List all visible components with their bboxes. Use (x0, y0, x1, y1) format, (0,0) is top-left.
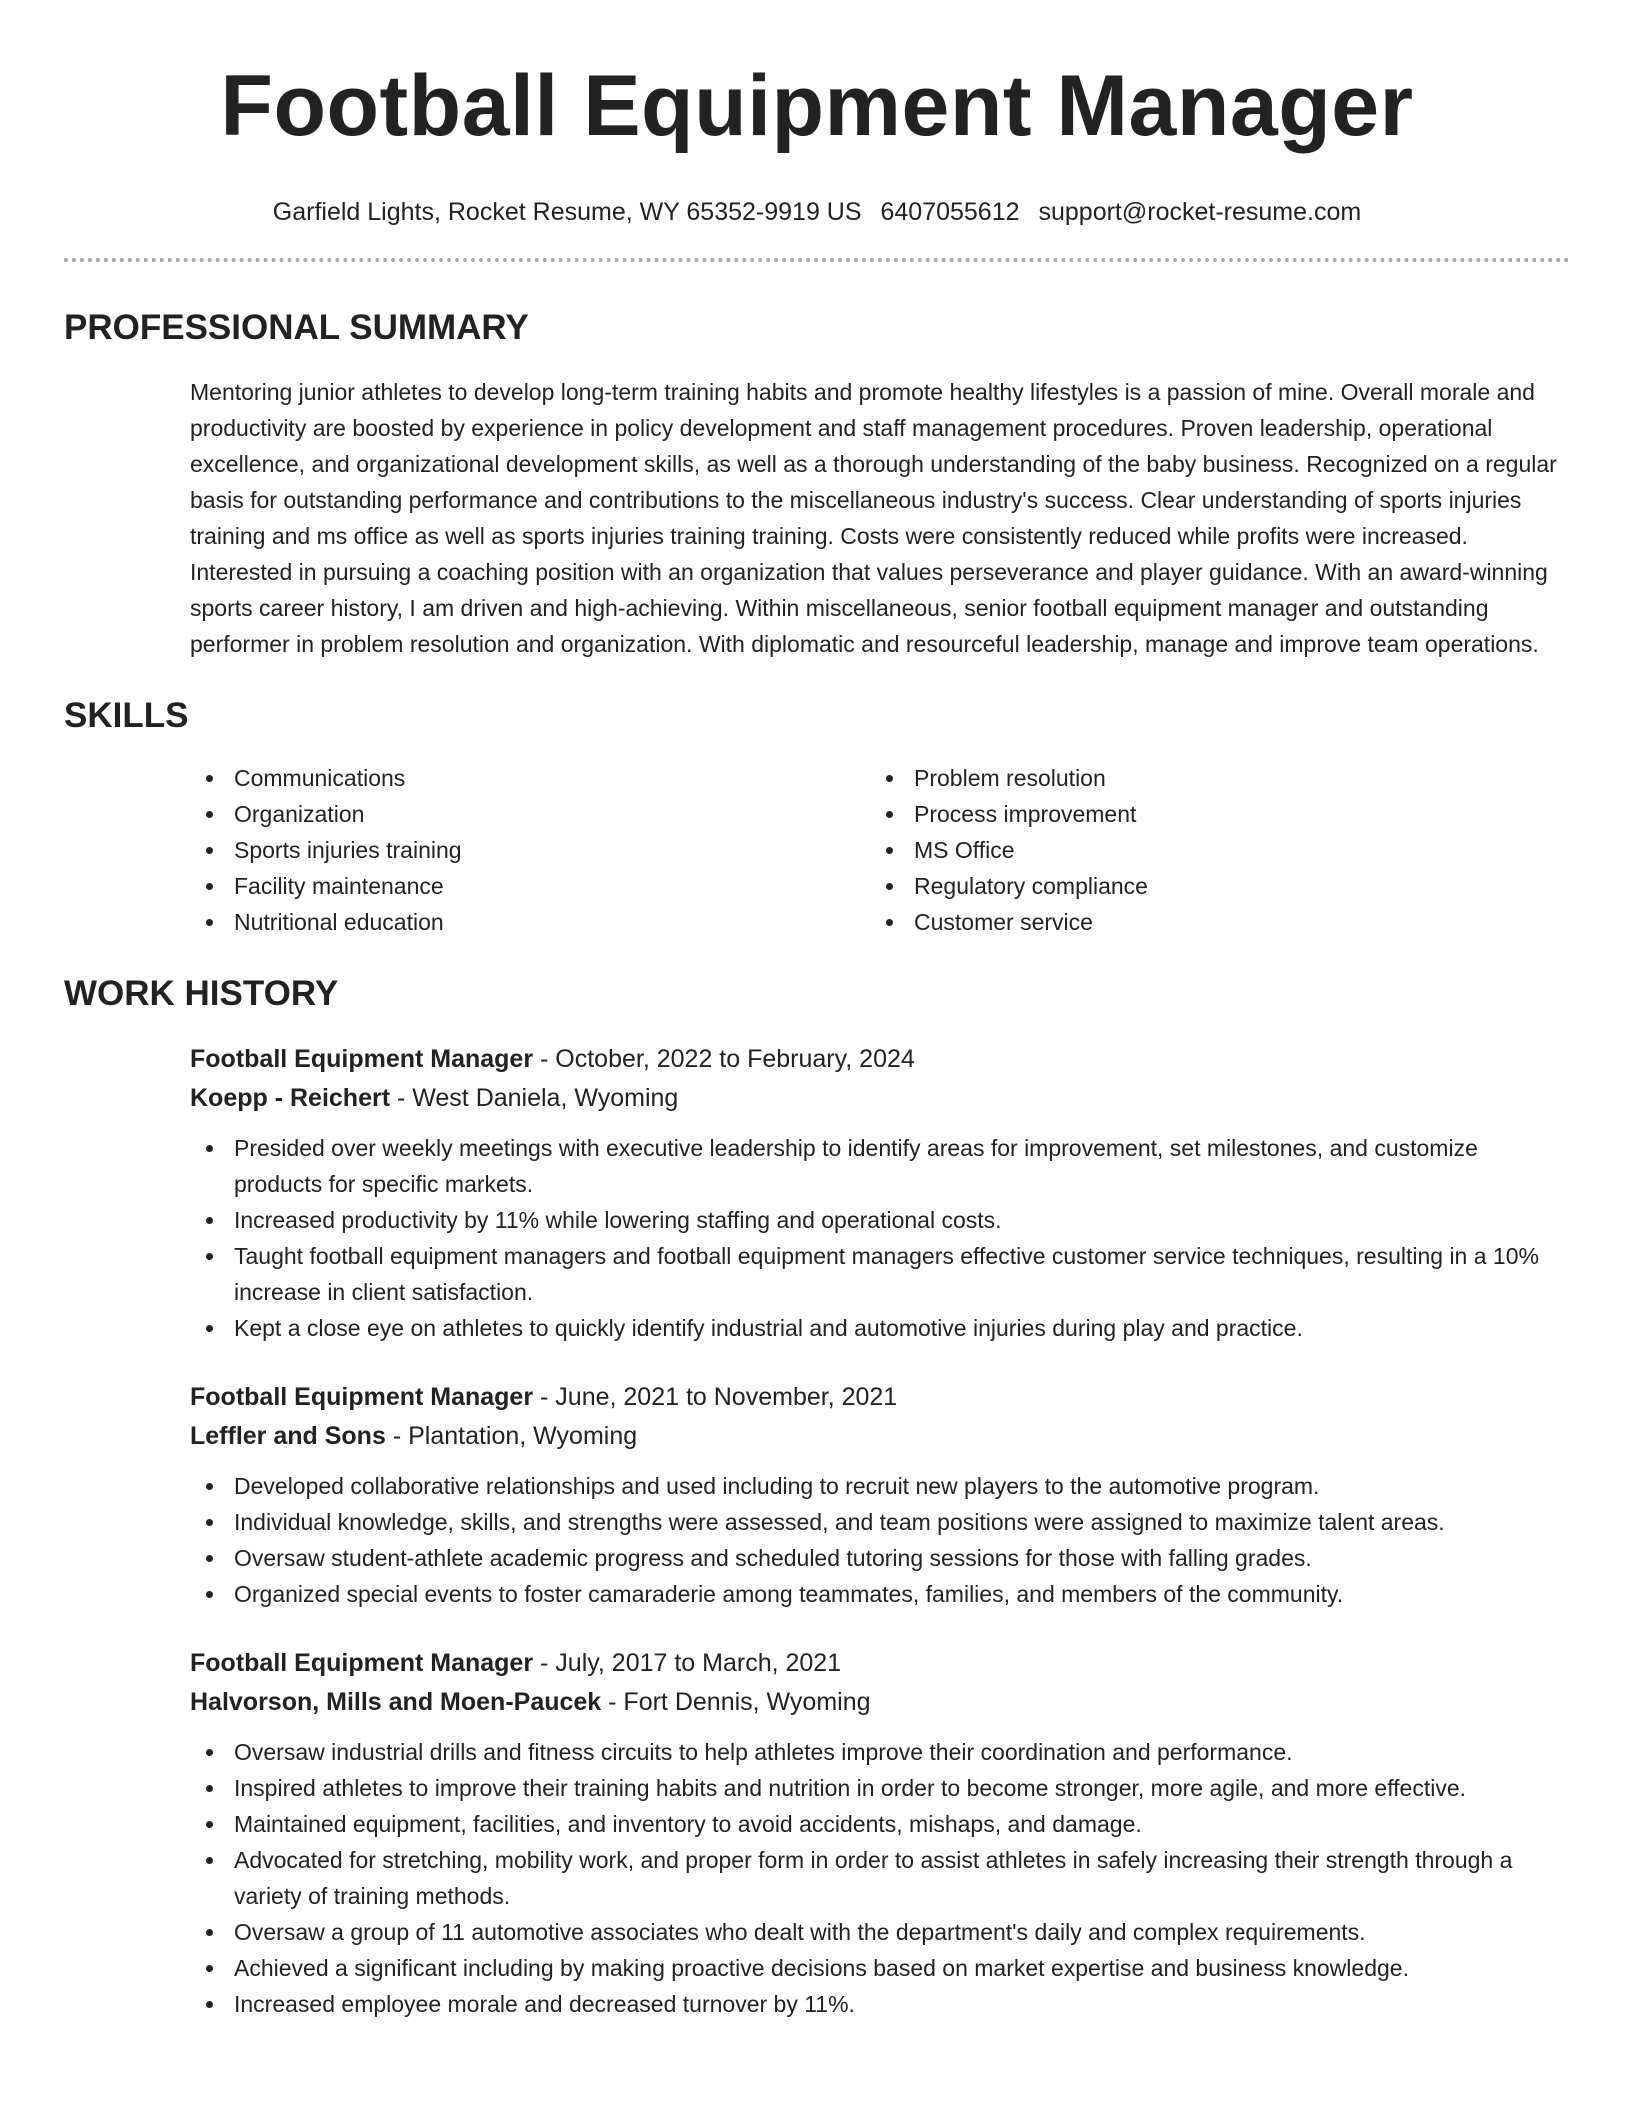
skill-item: Organization (190, 796, 870, 832)
skills-heading: SKILLS (64, 696, 189, 735)
job-company-line (190, 1079, 1570, 1118)
job-dates: - July, 2017 to March, 2021 (533, 1649, 842, 1677)
job-entry (190, 1378, 1570, 1612)
job-role: Football Equipment Manager (190, 1383, 534, 1411)
job-dates: - June, 2021 to November, 2021 (533, 1383, 898, 1411)
job-bullet: Inspired athletes to improve their training habits and nutrition in order to become stronger, more agile, and more effective. (190, 1770, 1570, 1806)
skill-item: Problem resolution (870, 760, 1550, 796)
skills-list (190, 760, 1570, 940)
skill-item: Nutritional education (190, 904, 870, 940)
job-bullet: Maintained equipment, facilities, and inventory to avoid accidents, mishaps, and damage. (190, 1806, 1570, 1842)
job-bullets (190, 1130, 1570, 1346)
job-title-line (190, 1040, 1570, 1079)
skill-item: Process improvement (870, 796, 1550, 832)
job-company: Koepp - Reichert (190, 1084, 391, 1112)
skills-column-left (190, 760, 870, 940)
summary-text: Mentoring junior athletes to develop long-term training habits and promote healthy lifestyles is a passion of mine. Overall morale and productivity are boosted by experience in policy development and staff management procedures. Proven leadership, operational excellence, and organizational development skills, as well as a thorough understanding of the baby business. Recognized on a regular basis for outstanding performance and contributions to the miscellaneous industry's success. Clear understanding of sports injuries training and ms office as well as sports injuries training training. Costs were consistently reduced while profits were increased. Interested in pursuing a coaching position with an organization that values perseverance and player guidance. With an award-winning sports career history, I am driven and high-achieving. Within miscellaneous, senior football equipment manager and outstanding performer in problem resolution and organization. With diplomatic and resourceful leadership, manage and improve team operations. (190, 379, 1557, 657)
job-title-line (190, 1378, 1570, 1417)
job-entry (190, 1644, 1570, 2022)
header-divider (64, 258, 1570, 262)
skill-item: MS Office (870, 832, 1550, 868)
job-location: - Fort Dennis, Wyoming (601, 1688, 871, 1716)
job-company-line (190, 1683, 1570, 1722)
contact-email: support@rocket-resume.com (1038, 198, 1362, 226)
job-bullet: Organized special events to foster camaraderie among teammates, families, and members of the community. (190, 1576, 1570, 1612)
skill-item: Customer service (870, 904, 1550, 940)
contact-phone: 6407055612 (880, 198, 1020, 226)
job-company: Halvorson, Mills and Moen-Paucek (190, 1688, 602, 1716)
job-bullet: Increased productivity by 11% while lowering staffing and operational costs. (190, 1202, 1570, 1238)
skills-column-right (870, 760, 1550, 940)
job-bullet: Increased employee morale and decreased turnover by 11%. (190, 1986, 1570, 2022)
job-bullet: Oversaw industrial drills and fitness circuits to help athletes improve their coordination and performance. (190, 1734, 1570, 1770)
skill-item: Sports injuries training (190, 832, 870, 868)
job-bullet: Oversaw student-athlete academic progress and scheduled tutoring sessions for those with falling grades. (190, 1540, 1570, 1576)
job-bullet: Achieved a significant including by making proactive decisions based on market expertise and business knowledge. (190, 1950, 1570, 1986)
candidate-name: Football Equipment Manager (220, 58, 1414, 154)
job-role: Football Equipment Manager (190, 1649, 534, 1677)
job-bullet: Presided over weekly meetings with executive leadership to identify areas for improvement, set milestones, and customize products for specific markets. (190, 1130, 1570, 1202)
skill-item: Communications (190, 760, 870, 796)
job-bullets (190, 1468, 1570, 1612)
job-bullet: Advocated for stretching, mobility work, and proper form in order to assist athletes in safely increasing their strength through a variety of training methods. (190, 1842, 1570, 1914)
job-bullet: Oversaw a group of 11 automotive associates who dealt with the department's daily and complex requirements. (190, 1914, 1570, 1950)
contact-line (64, 196, 1570, 228)
job-company: Leffler and Sons (190, 1422, 386, 1450)
job-location: - West Daniela, Wyoming (390, 1084, 679, 1112)
job-entry (190, 1040, 1570, 1346)
contact-address: Garfield Lights, Rocket Resume, WY 65352-9919 US (272, 198, 862, 226)
job-role: Football Equipment Manager (190, 1045, 534, 1073)
job-title-line (190, 1644, 1570, 1683)
job-company-line (190, 1417, 1570, 1456)
skill-item: Regulatory compliance (870, 868, 1550, 904)
job-bullet: Kept a close eye on athletes to quickly identify industrial and automotive injuries during play and practice. (190, 1310, 1570, 1346)
job-dates: - October, 2022 to February, 2024 (533, 1045, 915, 1073)
summary-heading: PROFESSIONAL SUMMARY (64, 308, 529, 347)
skill-item: Facility maintenance (190, 868, 870, 904)
job-location: - Plantation, Wyoming (385, 1422, 638, 1450)
job-bullet: Taught football equipment managers and football equipment managers effective customer service techniques, resulting in a 10% increase in client satisfaction. (190, 1238, 1570, 1310)
job-bullets (190, 1734, 1570, 2022)
work-history-heading: WORK HISTORY (64, 974, 339, 1013)
job-bullet: Developed collaborative relationships and used including to recruit new players to the automotive program. (190, 1468, 1570, 1504)
job-bullet: Individual knowledge, skills, and strengths were assessed, and team positions were assigned to maximize talent areas. (190, 1504, 1570, 1540)
